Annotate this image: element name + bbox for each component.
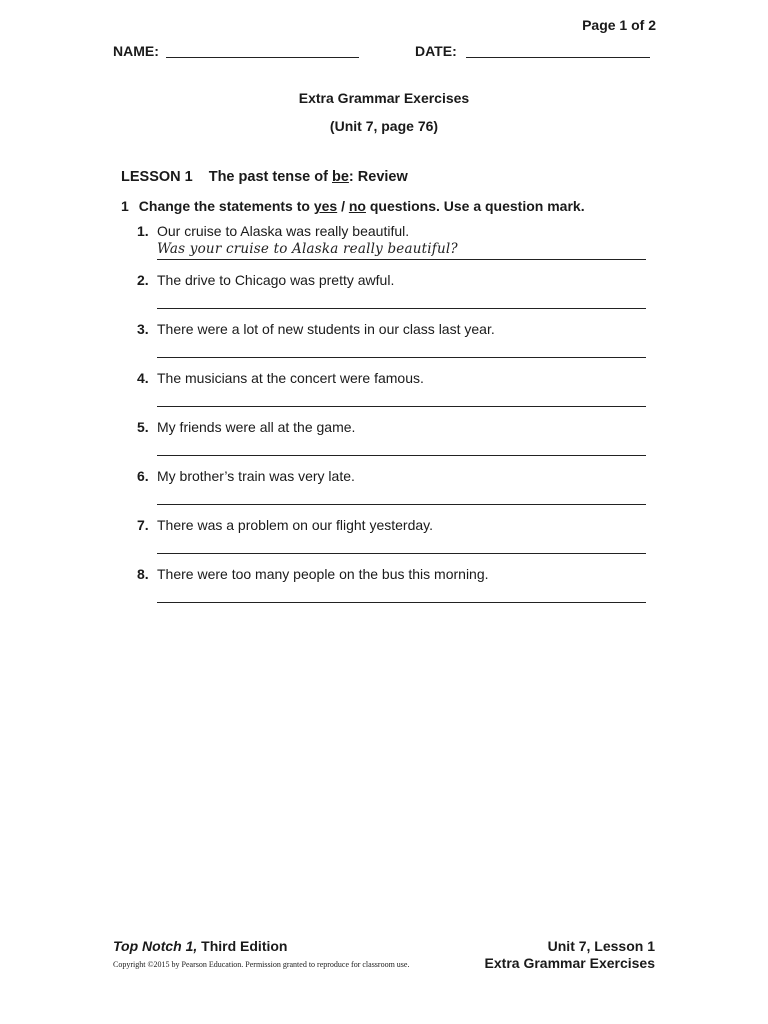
lesson-label: LESSON 1	[121, 169, 193, 185]
exercise-item	[137, 370, 647, 410]
instruction-text-post: questions. Use a question mark.	[365, 198, 585, 214]
item-number: 5.	[137, 419, 149, 435]
answer-line[interactable]	[157, 553, 646, 554]
answer-line[interactable]	[157, 406, 646, 407]
footer-unit-lesson: Unit 7, Lesson 1	[547, 938, 655, 954]
footer-book-title	[113, 938, 287, 954]
exercise-item	[137, 419, 647, 459]
answer-line[interactable]	[157, 455, 646, 456]
lesson-title-post: : Review	[348, 169, 408, 185]
instruction-no: no	[348, 198, 366, 214]
date-label: DATE:	[415, 43, 457, 59]
item-number: 3.	[137, 321, 149, 337]
item-statement: My brother’s train was very late.	[157, 468, 355, 484]
item-number: 1.	[137, 223, 149, 239]
exercise-item	[137, 468, 647, 508]
exercise-number: 1	[121, 198, 129, 214]
instruction-text-pre: Change the statements to	[138, 198, 314, 214]
name-label: NAME:	[113, 43, 159, 59]
exercise-item	[137, 321, 647, 361]
exercise-item	[137, 223, 647, 263]
exercise-item	[137, 517, 647, 557]
lesson-heading	[121, 169, 408, 185]
item-number: 4.	[137, 370, 149, 386]
lesson-title-underlined: be	[332, 169, 349, 185]
footer-section-title: Extra Grammar Exercises	[484, 955, 655, 971]
item-statement: The musicians at the concert were famous.	[157, 370, 424, 386]
answer-line[interactable]	[157, 308, 646, 309]
copyright-notice: Copyright ©2015 by Pearson Education. Permission granted to reproduce for classroom use.	[113, 960, 410, 969]
item-statement: Our cruise to Alaska was really beautiful.	[157, 223, 410, 239]
item-statement: My friends were all at the game.	[157, 419, 356, 435]
page-number: Page 1 of 2	[582, 17, 656, 33]
instruction-slash: /	[337, 198, 349, 214]
book-title: Top Notch 1,	[113, 938, 198, 954]
instruction-yes: yes	[313, 198, 338, 214]
answer-line[interactable]	[157, 602, 646, 603]
item-number: 8.	[137, 566, 149, 582]
lesson-title-pre: The past tense of	[208, 169, 332, 185]
answer-line[interactable]	[157, 357, 646, 358]
exercise-instruction	[121, 198, 585, 214]
page-title: Extra Grammar Exercises	[298, 90, 470, 106]
item-answer: Was your cruise to Alaska really beautiful?	[157, 241, 458, 257]
date-field[interactable]	[466, 57, 650, 58]
page-subtitle: (Unit 7, page 76)	[329, 118, 439, 134]
item-statement: There were a lot of new students in our class last year.	[157, 321, 495, 337]
book-edition: Third Edition	[197, 938, 288, 954]
answer-line[interactable]	[157, 259, 646, 260]
item-statement: The drive to Chicago was pretty awful.	[157, 272, 395, 288]
exercise-item	[137, 272, 647, 312]
item-statement: There was a problem on our flight yesterday.	[157, 517, 433, 533]
item-statement: There were too many people on the bus this morning.	[157, 566, 489, 582]
item-number: 7.	[137, 517, 149, 533]
exercise-item	[137, 566, 647, 606]
answer-line[interactable]	[157, 504, 646, 505]
name-field[interactable]	[166, 57, 359, 58]
item-number: 6.	[137, 468, 149, 484]
item-number: 2.	[137, 272, 149, 288]
